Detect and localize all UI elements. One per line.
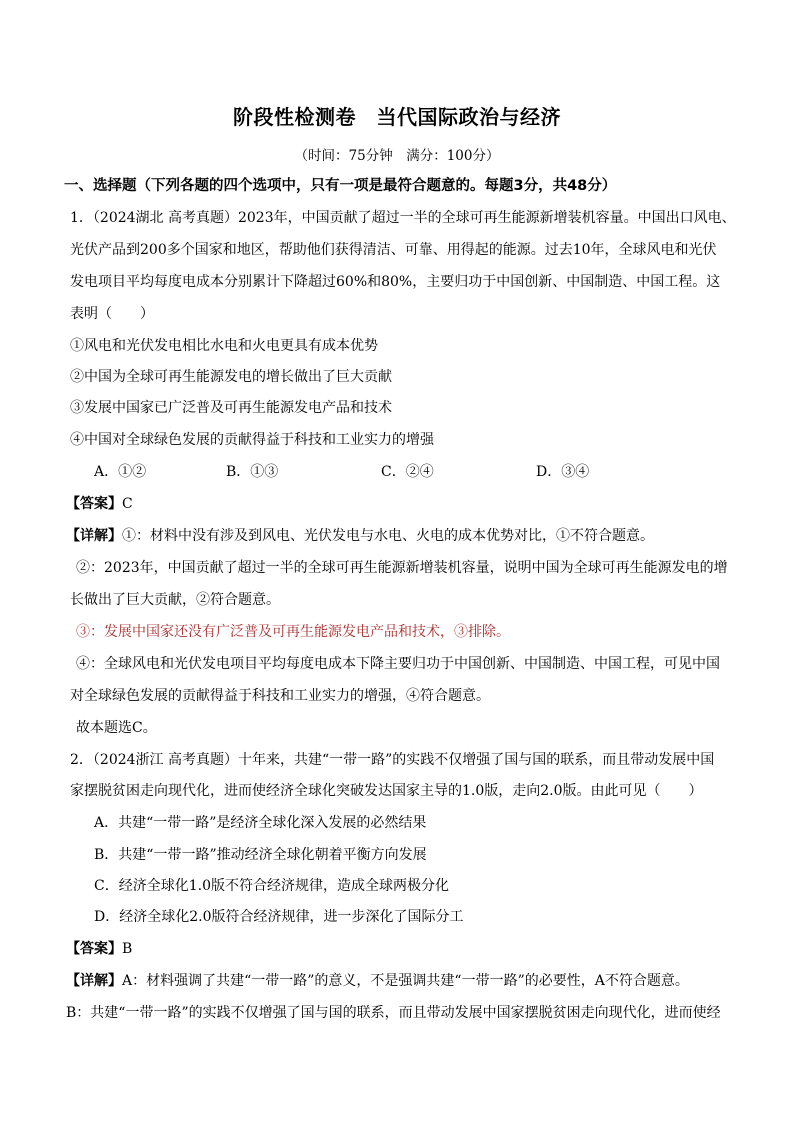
page-title: 阶段性检测卷 当代国际政治与经济 bbox=[233, 105, 561, 129]
q1-option-b: B．①③ bbox=[226, 464, 279, 480]
q2-option-d: D．经济全球化2.0版符合经济规律，进一步深化了国际分工 bbox=[94, 909, 464, 925]
q1-option-c: C．②④ bbox=[381, 464, 434, 480]
q1-stem-line: 光伏产品到200多个国家和地区，帮助他们获得清洁、可靠、用得起的能源。过去10年，全球风电和光伏 bbox=[70, 242, 717, 258]
q1-detail-line: 对全球绿色发展的贡献得益于科技和工业实力的增强，④符合题意。 bbox=[70, 688, 490, 704]
q1-option-d: D．③④ bbox=[536, 464, 590, 480]
q2-detail-line bbox=[66, 971, 726, 991]
q1-detail-line: ③：发展中国家还没有广泛普及可再生能源发电产品和技术，③排除。 bbox=[76, 624, 510, 640]
q1-statement: ④中国对全球绿色发展的贡献得益于科技和工业实力的增强 bbox=[70, 432, 434, 448]
detail-label: 【详解】 bbox=[66, 528, 122, 544]
detail-label: 【详解】 bbox=[66, 973, 122, 989]
detail-text: A：材料强调了共建“一带一路”的意义，不是强调共建“一带一路”的必要性，A不符合题意。 bbox=[122, 973, 689, 989]
q2-stem-line: 2．（2024浙江 高考真题）十年来，共建“一带一路”的实践不仅增强了国与国的联系，而且带动发展中国 bbox=[70, 752, 715, 768]
q1-statement: ①风电和光伏发电相比水电和火电更具有成本优势 bbox=[70, 338, 378, 354]
q1-stem-line: 1．（2024湖北 高考真题）2023年，中国贡献了超过一半的全球可再生能源新增装机容量。中国出口风电、 bbox=[70, 210, 736, 226]
q1-answer bbox=[66, 494, 726, 514]
detail-text: ①：材料中没有涉及到风电、光伏发电与水电、火电的成本优势对比，①不符合题意。 bbox=[122, 528, 654, 544]
q2-option-a: A．共建“一带一路”是经济全球化深入发展的必然结果 bbox=[94, 815, 427, 831]
q2-option-b: B．共建“一带一路”推动经济全球化朝着平衡方向发展 bbox=[94, 847, 427, 863]
q1-detail-line: ④：全球风电和光伏发电项目平均每度电成本下降主要归功于中国创新、中国制造、中国工程，可见中国 bbox=[76, 656, 720, 672]
q2-detail-line: B：共建“一带一路”的实践不仅增强了国与国的联系，而且带动发展中国家摆脱贫困走向现代化，进而使经 bbox=[66, 1005, 721, 1021]
section-heading: 一、选择题（下列各题的四个选项中，只有一项是最符合题意的。每题3分，共48分） bbox=[64, 178, 617, 194]
q2-stem-line: 家摆脱贫困走向现代化，进而使经济全球化突破发达国家主导的1.0版，走向2.0版。由此可见（ ） bbox=[70, 783, 703, 799]
q1-detail-line bbox=[66, 526, 726, 546]
q2-answer bbox=[66, 939, 726, 959]
answer-label: 【答案】 bbox=[66, 496, 122, 512]
q1-detail-line: 长做出了巨大贡献，②符合题意。 bbox=[70, 592, 280, 608]
answer-value: B bbox=[122, 941, 133, 957]
q1-detail-line: ②：2023年，中国贡献了超过一半的全球可再生能源新增装机容量，说明中国为全球可再生能源发电的增 bbox=[76, 560, 728, 576]
q1-statement: ②中国为全球可再生能源发电的增长做出了巨大贡献 bbox=[70, 369, 392, 385]
q1-conclusion: 故本题选C。 bbox=[76, 720, 157, 736]
answer-value: C bbox=[122, 496, 133, 512]
q1-stem-line: 表明（ ） bbox=[70, 306, 154, 322]
q1-stem-line: 发电项目平均每度电成本分别累计下降超过60%和80%，主要归功于中国创新、中国制造、中国工程。这 bbox=[70, 274, 721, 290]
q1-statement: ③发展中国家已广泛普及可再生能源发电产品和技术 bbox=[70, 400, 392, 416]
q1-option-a: A．①② bbox=[94, 464, 147, 480]
answer-label: 【答案】 bbox=[66, 941, 122, 957]
exam-time-score: （时间：75分钟 满分：100分） bbox=[294, 148, 500, 164]
q2-option-c: C．经济全球化1.0版不符合经济规律，造成全球两极分化 bbox=[94, 878, 449, 894]
